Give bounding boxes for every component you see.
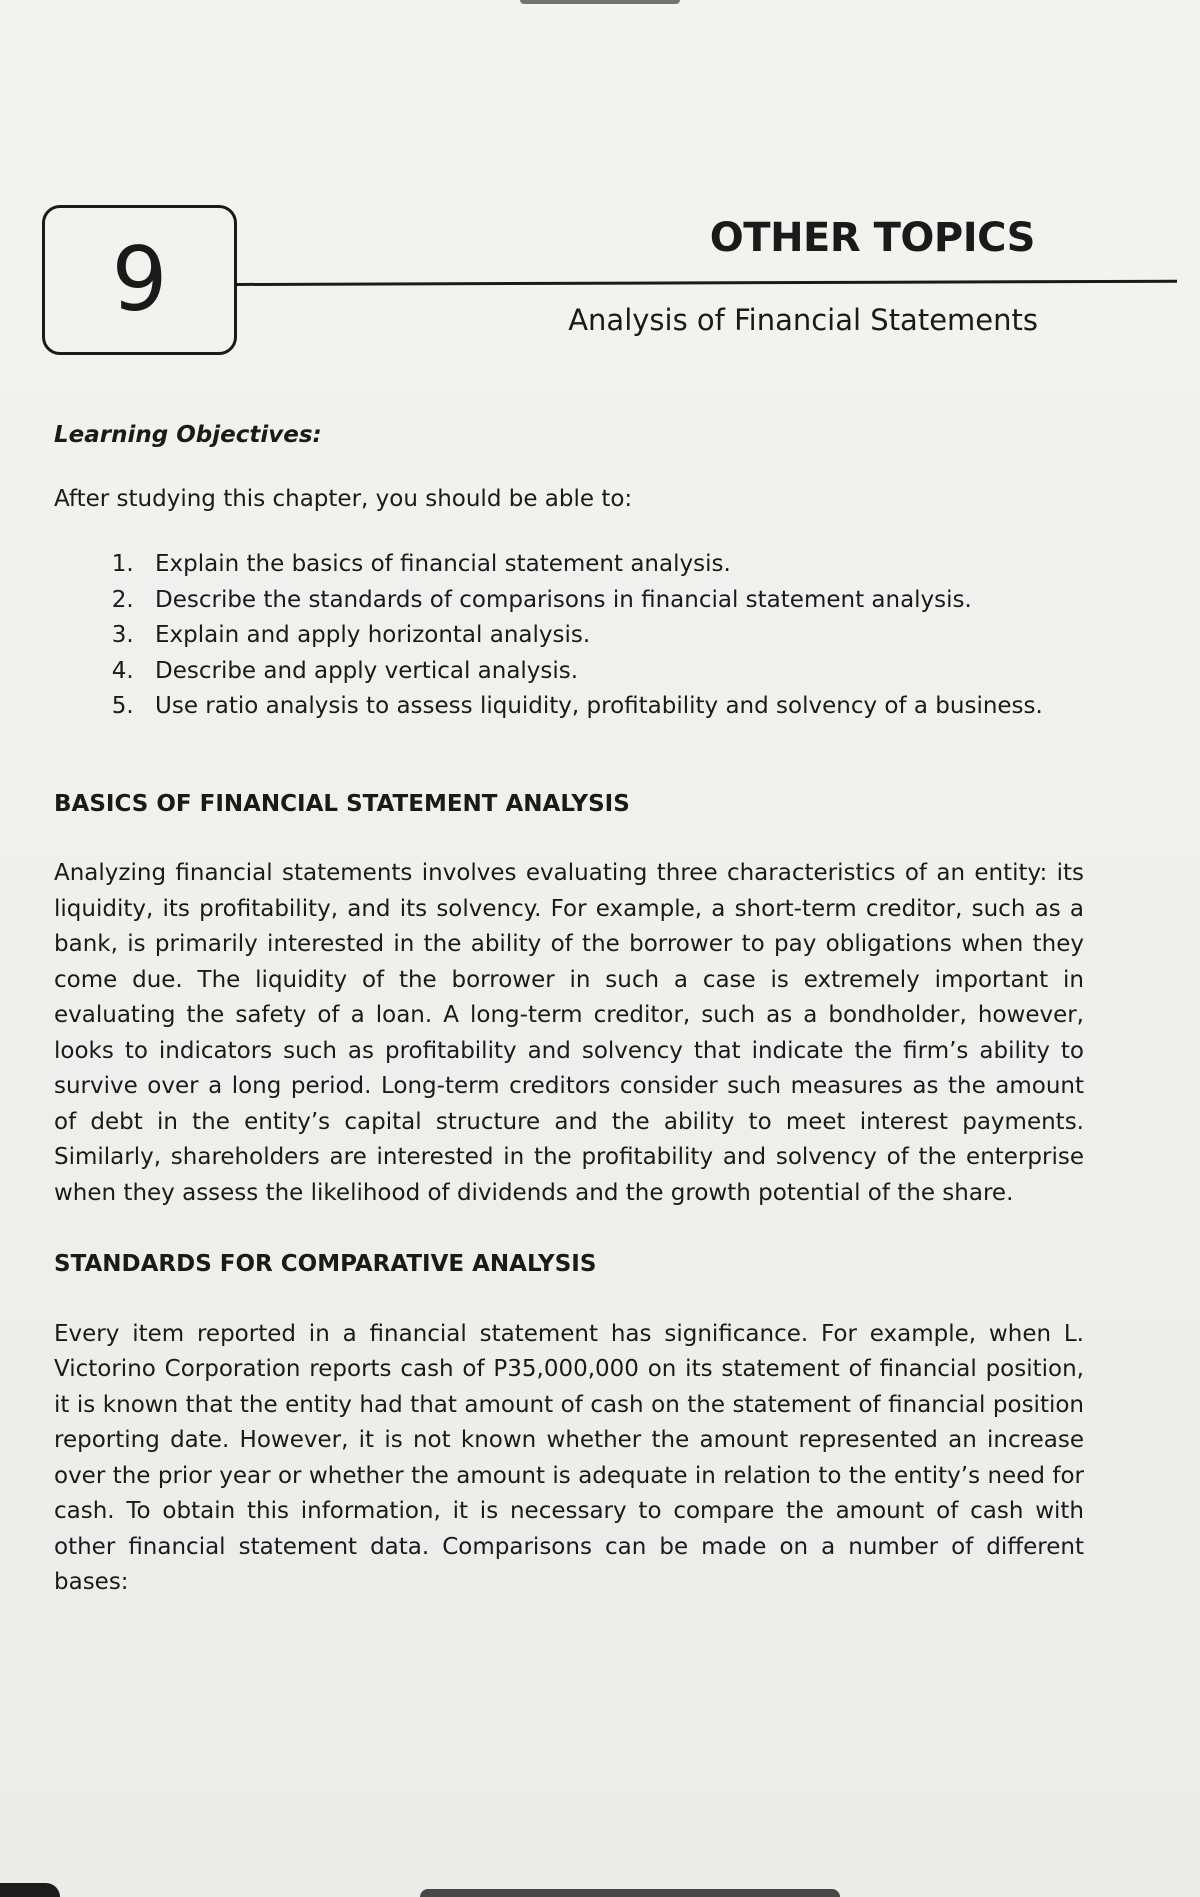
section-paragraph-basics: Analyzing financial statements involves evaluating three characteristics of an entity: its liquidity, its profitability, and its solvency. For example, a short-term creditor, such as a bank, is primarily interested in the ability of the borrower to pay obligations when they come due. The liquidity of the borrower in such a case is extremely important in evaluating the safety of a loan. A long-term creditor, such as a bondholder, however, looks to indicators such as profitability and solvency that indicate the firm’s ability to survive over a long period. Long-term creditors consider such measures as the amount of debt in the entity’s capital structure and the ability to meet interest payments. Similarly, shareholders are interested in the profitability and solvency of the enterprise when they assess the likelihood of dividends and the growth potential of the share.	[54, 860, 1084, 1206]
section-paragraph-standards: Every item reported in a financial statement has significance. For example, when L. Victorino Corporation reports cash of P35,000,000 on its statement of financial position, it is known that the entity had that amount of cash on the statement of financial position reporting date. However, it is not known whether the amount represented an increase over the prior year or whether the amount is adequate in relation to the entity’s need for cash. To obtain this information, it is necessary to compare the amount of cash with other financial statement data. Comparisons can be made on a number of different bases:	[54, 1320, 1084, 1595]
learning-objectives-list	[54, 547, 1084, 725]
objective-item: 3. Explain and apply horizontal analysis.	[141, 618, 1084, 654]
objective-item: 2. Describe the standards of comparisons in financial statement analysis.	[141, 583, 1084, 619]
page-edge-mark-top	[520, 0, 680, 4]
chapter-number: 9	[111, 228, 168, 331]
chapter-header-rule	[237, 280, 1177, 286]
page-corner-shadow	[0, 1883, 60, 1897]
objective-item: 1. Explain the basics of financial statement analysis.	[141, 547, 1084, 583]
objective-item: 5. Use ratio analysis to assess liquidity, profitability and solvency of a business.	[141, 689, 1084, 725]
section-heading-standards: STANDARDS FOR COMPARATIVE ANALYSIS	[54, 1251, 597, 1277]
page-content	[54, 418, 1084, 1637]
chapter-subtitle: Analysis of Financial Statements	[568, 303, 1038, 337]
chapter-title: OTHER TOPICS	[709, 215, 1035, 261]
section-heading-basics: BASICS OF FINANCIAL STATEMENT ANALYSIS	[54, 790, 630, 817]
objective-item: 4. Describe and apply vertical analysis.	[141, 654, 1084, 690]
learning-objectives-intro: After studying this chapter, you should be able to:	[54, 485, 633, 512]
chapter-number-box	[42, 205, 237, 355]
learning-objectives-heading: Learning Objectives:	[54, 422, 322, 448]
page-edge-mark-bottom	[420, 1889, 840, 1897]
